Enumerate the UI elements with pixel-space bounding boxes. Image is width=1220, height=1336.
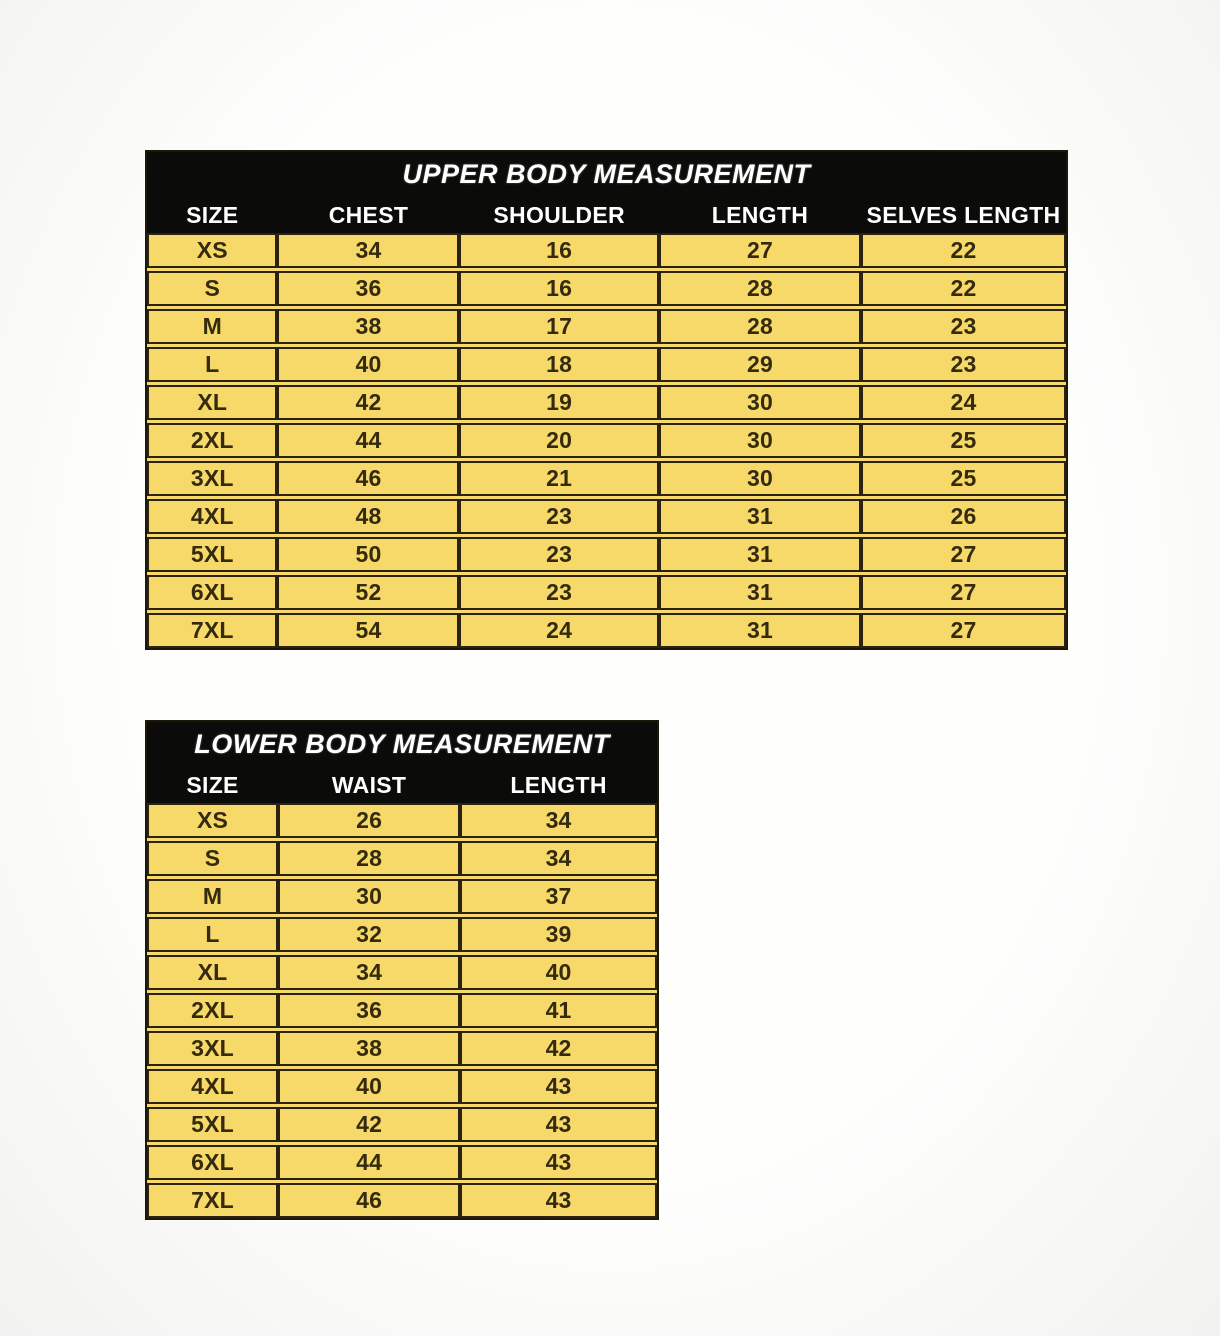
table-cell: 40 [277,347,459,382]
table-row [147,1069,657,1104]
column-header: SIZE [186,201,239,228]
table-row [147,385,1066,420]
table-cell: 17 [459,309,658,344]
table-cell: 24 [861,385,1066,420]
table-cell: 31 [659,575,861,610]
table-cell: 6XL [147,575,277,610]
table-cell: 3XL [147,1031,278,1066]
table-cell: 42 [460,1031,657,1066]
table-cell: L [147,347,277,382]
table-cell: 26 [861,499,1066,534]
table-row [147,271,1066,306]
table-cell: 28 [659,271,861,306]
upper-table-title: UPPER BODY MEASUREMENT [147,152,1066,197]
lower-body-measurement-table [147,722,657,1218]
table-cell: 34 [278,955,460,990]
table-cell: XS [147,803,278,838]
table-row [147,1183,657,1218]
table-cell: 52 [277,575,459,610]
table-row [147,803,657,838]
table-cell: 34 [460,803,657,838]
table-cell: 44 [278,1145,460,1180]
table-row [147,233,1066,268]
column-header: SIZE [186,771,239,798]
table-cell: 7XL [147,613,277,648]
table-row [147,309,1066,344]
upper-table-body [147,233,1066,648]
table-cell: XL [147,955,278,990]
table-cell: 36 [277,271,459,306]
table-cell: XS [147,233,277,268]
table-cell: 28 [278,841,460,876]
table-row [147,1031,657,1066]
table-cell: L [147,917,278,952]
table-cell: 29 [659,347,861,382]
table-cell: 6XL [147,1145,278,1180]
table-cell: 34 [277,233,459,268]
table-cell: 39 [460,917,657,952]
table-cell: 42 [277,385,459,420]
table-row [147,993,657,1028]
table-row [147,537,1066,572]
table-row [147,955,657,990]
table-row [147,1107,657,1142]
table-cell: 46 [277,461,459,496]
table-cell: 4XL [147,499,277,534]
table-cell: 37 [460,879,657,914]
lower-table-title: LOWER BODY MEASUREMENT [147,722,657,767]
table-cell: 27 [861,613,1066,648]
table-cell: 30 [659,461,861,496]
table-row [147,423,1066,458]
column-header: SELVES LENGTH [866,201,1061,228]
table-cell: 7XL [147,1183,278,1218]
column-header: CHEST [328,201,409,228]
table-cell: 23 [459,537,658,572]
table-cell: 30 [659,423,861,458]
lower-table-body [147,803,657,1218]
table-cell: 2XL [147,993,278,1028]
table-cell: 43 [460,1183,657,1218]
table-cell: 40 [460,955,657,990]
table-cell: 18 [459,347,658,382]
table-cell: 27 [861,575,1066,610]
table-cell: 20 [459,423,658,458]
table-cell: 3XL [147,461,277,496]
table-row [147,499,1066,534]
table-cell: 25 [861,461,1066,496]
table-cell: 31 [659,499,861,534]
table-cell: 38 [277,309,459,344]
table-cell: 16 [459,271,658,306]
table-cell: 30 [278,879,460,914]
table-row [147,1145,657,1180]
table-cell: 50 [277,537,459,572]
table-cell: 27 [861,537,1066,572]
table-cell: 30 [659,385,861,420]
table-cell: 2XL [147,423,277,458]
lower-table-header-row [147,767,657,803]
table-cell: 22 [861,233,1066,268]
table-row [147,841,657,876]
table-cell: 31 [659,613,861,648]
table-cell: 44 [277,423,459,458]
upper-table-header-row [147,197,1066,233]
table-cell: 31 [659,537,861,572]
table-cell: 24 [459,613,658,648]
table-cell: 26 [278,803,460,838]
table-row [147,879,657,914]
table-cell: 54 [277,613,459,648]
column-header: LENGTH [510,771,607,798]
table-cell: 23 [861,309,1066,344]
table-cell: XL [147,385,277,420]
table-cell: 40 [278,1069,460,1104]
table-cell: 19 [459,385,658,420]
table-cell: 43 [460,1107,657,1142]
table-cell: 34 [460,841,657,876]
table-cell: 16 [459,233,658,268]
table-cell: 5XL [147,537,277,572]
table-row [147,461,1066,496]
table-cell: 4XL [147,1069,278,1104]
table-cell: 36 [278,993,460,1028]
table-cell: 43 [460,1069,657,1104]
table-cell: 46 [278,1183,460,1218]
table-cell: 38 [278,1031,460,1066]
table-cell: 21 [459,461,658,496]
upper-body-measurement-table [147,152,1066,648]
table-cell: 22 [861,271,1066,306]
table-cell: M [147,879,278,914]
table-cell: 43 [460,1145,657,1180]
column-header: LENGTH [711,201,809,228]
column-header: SHOULDER [493,201,625,228]
table-cell: 5XL [147,1107,278,1142]
table-row [147,575,1066,610]
table-cell: 27 [659,233,861,268]
table-cell: 32 [278,917,460,952]
table-cell: 23 [459,499,658,534]
table-row [147,613,1066,648]
table-cell: 23 [861,347,1066,382]
column-header: WAIST [331,771,407,798]
table-cell: M [147,309,277,344]
table-cell: 25 [861,423,1066,458]
table-row [147,347,1066,382]
table-cell: 23 [459,575,658,610]
table-cell: S [147,271,277,306]
table-cell: 42 [278,1107,460,1142]
table-cell: 48 [277,499,459,534]
table-cell: S [147,841,278,876]
table-cell: 41 [460,993,657,1028]
table-row [147,917,657,952]
table-cell: 28 [659,309,861,344]
